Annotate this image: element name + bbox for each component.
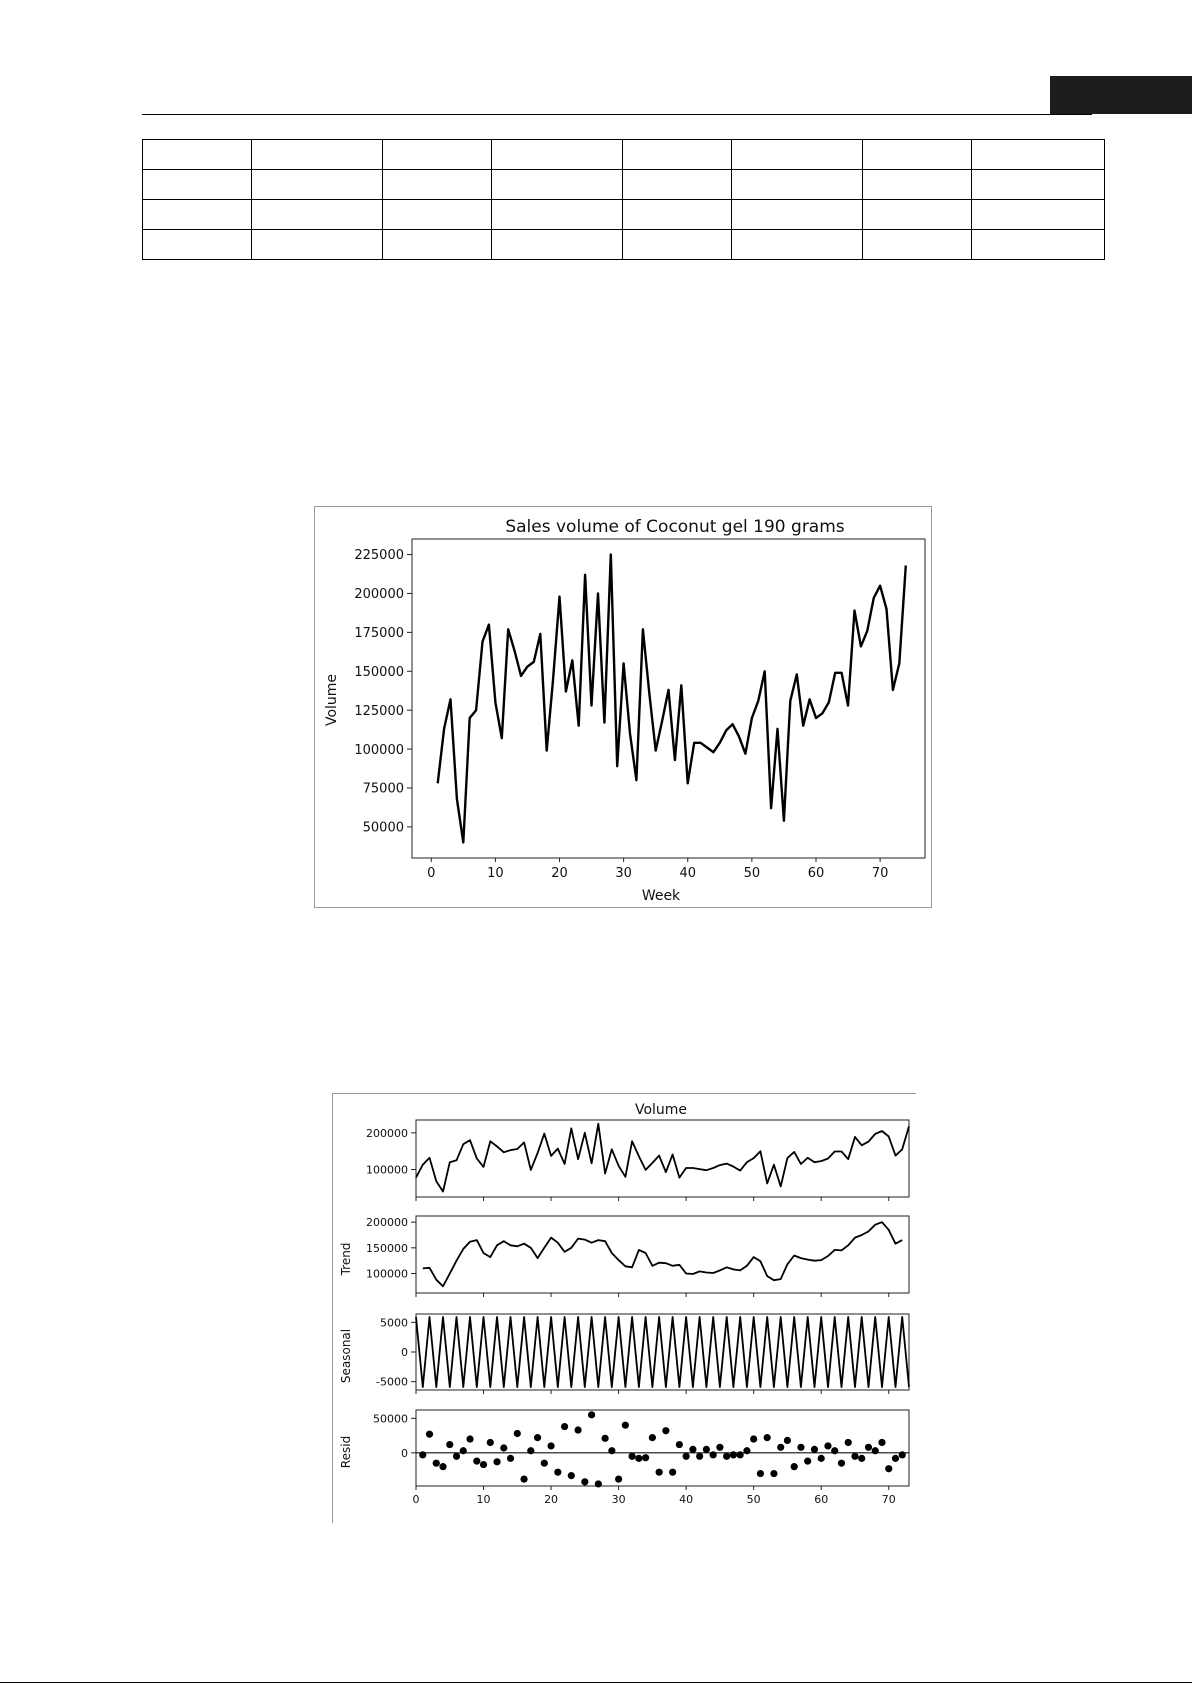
resid-point <box>561 1423 568 1430</box>
resid-point <box>899 1451 906 1458</box>
resid-point <box>750 1435 757 1442</box>
y-tick-label: 175000 <box>354 626 404 642</box>
resid-point <box>838 1460 845 1467</box>
seasonal-line <box>416 1317 909 1387</box>
resid-point <box>878 1439 885 1446</box>
plot-frame <box>416 1120 909 1197</box>
table-cell <box>383 200 492 230</box>
resid-point <box>777 1444 784 1451</box>
resid-point <box>865 1444 872 1451</box>
y-tick-label: 200000 <box>366 1216 408 1230</box>
x-tick-label: 60 <box>814 1493 829 1506</box>
resid-point <box>831 1447 838 1454</box>
resid-point <box>649 1434 656 1441</box>
table-cell <box>972 230 1105 260</box>
resid-point <box>784 1437 791 1444</box>
resid-point <box>419 1451 426 1458</box>
x-tick-label: 50 <box>746 1493 761 1506</box>
volume-line <box>416 1124 909 1192</box>
resid-point <box>764 1434 771 1441</box>
resid-point <box>439 1463 446 1470</box>
x-axis-label: Week <box>641 888 681 904</box>
footer-rule <box>0 1682 1192 1683</box>
resid-point <box>757 1470 764 1477</box>
y-tick-label: 5000 <box>380 1316 408 1330</box>
table-cell <box>972 200 1105 230</box>
resid-point <box>608 1447 615 1454</box>
resid-point <box>791 1463 798 1470</box>
resid-point <box>527 1447 534 1454</box>
x-tick-label: 0 <box>427 866 436 881</box>
resid-point <box>520 1475 527 1482</box>
resid-point <box>676 1441 683 1448</box>
table-cell <box>492 200 623 230</box>
resid-point <box>669 1469 676 1476</box>
y-tick-label: 100000 <box>354 742 404 758</box>
table-cell <box>143 230 252 260</box>
resid-point <box>433 1460 440 1467</box>
resid-point <box>426 1431 433 1438</box>
resid-point <box>642 1454 649 1461</box>
resid-point <box>534 1434 541 1441</box>
table-cell <box>252 170 383 200</box>
resid-point <box>635 1455 642 1462</box>
table-cell <box>732 140 863 170</box>
header-rule <box>142 114 1092 115</box>
resid-point <box>581 1478 588 1485</box>
y-tick-label: 50000 <box>362 820 404 836</box>
resid-point <box>804 1458 811 1465</box>
table-row <box>143 200 1105 230</box>
y-tick-label: 100000 <box>366 1267 408 1281</box>
resid-point <box>568 1472 575 1479</box>
x-tick-label: 60 <box>807 866 825 881</box>
resid-point <box>493 1458 500 1465</box>
resid-point <box>689 1446 696 1453</box>
y-tick-label: 225000 <box>354 548 404 564</box>
resid-point <box>615 1475 622 1482</box>
resid-point <box>885 1465 892 1472</box>
panel-trend <box>366 1216 909 1297</box>
table-cell <box>972 140 1105 170</box>
table-cell <box>623 200 732 230</box>
table-cell <box>863 170 972 200</box>
resid-point <box>683 1453 690 1460</box>
resid-point <box>466 1435 473 1442</box>
y-tick-label: 100000 <box>366 1163 408 1177</box>
resid-point <box>851 1453 858 1460</box>
table-cell <box>732 170 863 200</box>
panel-resid <box>373 1410 909 1506</box>
table-cell <box>863 140 972 170</box>
resid-point <box>547 1442 554 1449</box>
resid-point <box>730 1451 737 1458</box>
y-tick-label: 200000 <box>354 587 404 603</box>
header-page-tab <box>1050 76 1192 114</box>
table-cell <box>732 200 863 230</box>
table-cell <box>383 230 492 260</box>
resid-point <box>716 1444 723 1451</box>
resid-point <box>574 1426 581 1433</box>
table-cell <box>863 230 972 260</box>
table-cell <box>252 230 383 260</box>
resid-point <box>770 1470 777 1477</box>
x-tick-label: 30 <box>615 866 632 881</box>
resid-point <box>858 1455 865 1462</box>
decomp-title: Volume <box>634 1102 688 1118</box>
empty-data-table <box>142 139 1105 260</box>
table-row <box>143 230 1105 260</box>
figure-frame <box>315 507 932 908</box>
table-cell <box>252 140 383 170</box>
resid-point <box>845 1439 852 1446</box>
resid-point <box>710 1451 717 1458</box>
y-axis-label: Volume <box>324 673 340 727</box>
table-cell <box>383 170 492 200</box>
table-cell <box>492 140 623 170</box>
resid-point <box>662 1427 669 1434</box>
x-tick-label: 0 <box>412 1493 420 1506</box>
x-tick-label: 50 <box>743 866 761 881</box>
resid-point <box>723 1453 730 1460</box>
table-cell <box>623 170 732 200</box>
x-tick-label: 70 <box>871 866 889 881</box>
x-tick-label: 10 <box>487 866 504 881</box>
resid-point <box>601 1435 608 1442</box>
y-tick-label: 0 <box>401 1446 408 1460</box>
table-row <box>143 140 1105 170</box>
y-tick-label: 150000 <box>354 664 404 680</box>
table-cell <box>492 230 623 260</box>
y-tick-label: 200000 <box>366 1126 408 1140</box>
x-tick-label: 40 <box>679 866 697 881</box>
y-tick-label: 0 <box>401 1345 408 1359</box>
table-cell <box>143 140 252 170</box>
resid-point <box>872 1447 879 1454</box>
y-tick-label: 50000 <box>373 1412 408 1426</box>
resid-point <box>473 1458 480 1465</box>
resid-point <box>622 1422 629 1429</box>
resid-point <box>507 1455 514 1462</box>
resid-point <box>541 1460 548 1467</box>
resid-point <box>460 1447 467 1454</box>
resid-point <box>737 1451 744 1458</box>
table-cell <box>143 170 252 200</box>
resid-ylabel: Resid <box>339 1435 353 1469</box>
table-row <box>143 170 1105 200</box>
resid-point <box>824 1442 831 1449</box>
plot-frame <box>416 1216 909 1293</box>
x-tick-label: 40 <box>679 1493 694 1506</box>
table-cell <box>492 170 623 200</box>
resid-point <box>703 1446 710 1453</box>
table-cell <box>732 230 863 260</box>
resid-point <box>554 1469 561 1476</box>
resid-point <box>446 1441 453 1448</box>
chart-title: Sales volume of Coconut gel 190 grams <box>505 517 845 537</box>
x-tick-label: 70 <box>881 1493 896 1506</box>
resid-point <box>797 1444 804 1451</box>
trend-ylabel: Trend <box>339 1242 353 1276</box>
resid-point <box>818 1455 825 1462</box>
resid-point <box>595 1480 602 1487</box>
panel-volume <box>366 1120 909 1201</box>
resid-point <box>500 1444 507 1451</box>
sales-volume-chart <box>314 506 932 908</box>
resid-point <box>892 1455 899 1462</box>
y-tick-label: -5000 <box>376 1375 408 1389</box>
seasonal-ylabel: Seasonal <box>339 1328 353 1384</box>
resid-point <box>588 1411 595 1418</box>
resid-point <box>629 1453 636 1460</box>
x-tick-label: 10 <box>476 1493 491 1506</box>
resid-point <box>811 1446 818 1453</box>
x-tick-label: 20 <box>551 866 568 881</box>
resid-point <box>743 1447 750 1454</box>
table-cell <box>383 140 492 170</box>
y-tick-label: 150000 <box>366 1241 408 1255</box>
table-cell <box>972 170 1105 200</box>
resid-point <box>656 1469 663 1476</box>
table-cell <box>623 140 732 170</box>
table-cell <box>252 200 383 230</box>
resid-point <box>487 1439 494 1446</box>
resid-point <box>480 1461 487 1468</box>
table-cell <box>143 200 252 230</box>
resid-point <box>453 1453 460 1460</box>
x-tick-label: 20 <box>544 1493 559 1506</box>
trend-line <box>423 1222 902 1286</box>
x-tick-label: 30 <box>611 1493 626 1506</box>
y-tick-label: 125000 <box>354 703 404 719</box>
y-tick-label: 75000 <box>362 781 404 797</box>
resid-point <box>514 1430 521 1437</box>
panel-seasonal <box>376 1314 909 1394</box>
resid-point <box>696 1453 703 1460</box>
table-cell <box>623 230 732 260</box>
table-cell <box>863 200 972 230</box>
seasonal-decomposition-chart <box>332 1093 916 1523</box>
